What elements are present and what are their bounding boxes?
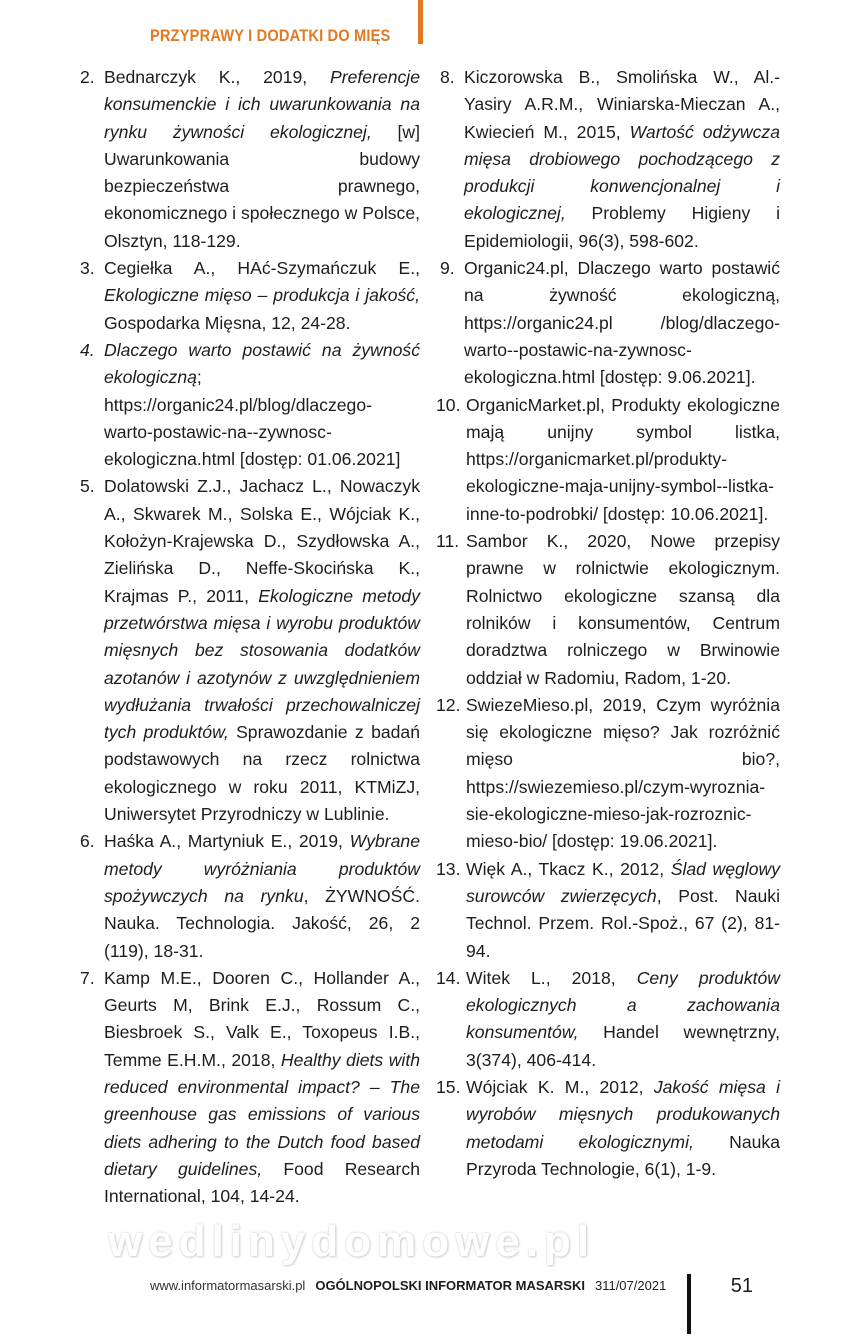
reference-text: Witek L., 2018, [466, 967, 637, 988]
reference-number: 11. [436, 531, 460, 552]
footer-divider [687, 1274, 691, 1334]
reference-text: , ŻYWNOŚĆ. Nauka. Technologia. Jakość, 26, 2 (119), 18-31. [104, 885, 420, 961]
reference-number: 14. [436, 967, 461, 988]
reference-title: Jakość mięsa i wyrobów mięsnych produkowanych metodami ekologicznymi, [466, 1076, 780, 1152]
reference-text: Dolatowski Z.J., Jachacz L., Nowaczyk A., Skwarek M., Solska E., Wójciak K., Kołożyn-Krajewska D., Szydłowska A., Zielińska D., Neffe-Skocińska K., Krajmas P., 2011, [104, 476, 420, 606]
page-number: 51 [730, 1275, 753, 1298]
reference-item [436, 856, 780, 965]
reference-text: Haśka A., Martyniuk E., 2019, [104, 831, 350, 852]
reference-item [436, 528, 780, 692]
reference-title: Ślad węglowy surowców zwierzęcych [466, 858, 780, 906]
reference-text: Organic24.pl, Dlaczego warto postawić na żywność ekologiczną, https://organic24.pl /blog/dlaczego-warto--postawic-na-zywnosc-ekologiczna.html [dostęp: 9.06.2021]. [464, 258, 780, 388]
reference-item [80, 828, 420, 964]
reference-text: Kiczorowska B., Smolińska W., Al.-Yasiry A.R.M., Winiarska-Mieczan A., Kwiecień M., 2015, [464, 67, 780, 142]
reference-item [80, 255, 420, 337]
reference-item [440, 255, 780, 391]
reference-item [436, 692, 780, 856]
reference-item [436, 1074, 780, 1183]
reference-text: , Post. Nauki Technol. Przem. Rol.-Spoż., 67 (2), 81-94. [466, 885, 780, 961]
reference-item [440, 64, 780, 255]
reference-text: Więk A., Tkacz K., 2012, [466, 858, 671, 879]
watermark: wedlinydomowe.pl [108, 1217, 596, 1267]
reference-number: 9. [440, 258, 455, 279]
reference-text: Kamp M.E., Dooren C., Hollander A., Geurts M, Brink E.J., Rossum C., Biesbroek S., Valk E., Toxopeus I.B., Temme E.H.M., 2018, [104, 967, 420, 1070]
footer-issue: 311/07/2021 [594, 1278, 667, 1294]
reference-text: SwiezeMieso.pl, 2019, Czym wyróżnia się ekologiczne mięso? Jak rozróżnić mięso bio?, https://swiezemieso.pl/czym-wyroznia-sie-ekologiczne-mieso-jak-rozroznic-mieso-bio/ [dostęp: 19.06.2021]. [466, 694, 780, 852]
reference-number: 2. [80, 67, 95, 87]
reference-number: 8. [440, 67, 455, 87]
reference-text: Handel wewnętrzny, 3(374), 406-414. [466, 1022, 780, 1070]
footer [0, 1274, 843, 1340]
reference-text: Gospodarka Mięsna, 12, 24-28. [104, 312, 351, 333]
reference-number: 15. [436, 1076, 461, 1097]
footer-url-link[interactable]: www.informatormasarski.pl [150, 1278, 306, 1294]
reference-number: 5. [80, 476, 95, 497]
reference-number: 6. [80, 831, 95, 852]
reference-number: 10. [436, 394, 461, 415]
reference-title: Preferencje konsumenckie i ich uwarunkowania na rynku żywności ekologicznej, [104, 67, 420, 142]
reference-number: 3. [80, 258, 95, 279]
reference-item [436, 392, 780, 528]
reference-title: Wartość odżywcza mięsa drobiowego pochodzącego z produkcji konwencjonalnej i ekologicznej, [464, 121, 780, 224]
reference-item [80, 965, 420, 1211]
footer-texts [150, 1274, 666, 1296]
reference-item [80, 337, 420, 473]
reference-title: Ceny produktów ekologicznych a zachowania konsumentów, [466, 967, 780, 1043]
reference-item [436, 965, 780, 1074]
reference-text: Problemy Higieny i Epidemiologii, 96(3), 598-602. [464, 203, 780, 251]
reference-text: Sprawozdanie z badań podstawowych na rzecz rolnictwa ekologicznego w roku 2011, KTMiZJ, Uniwersytet Przyrodniczy w Lublinie. [104, 722, 420, 825]
reference-text: Sambor K., 2020, Nowe przepisy prawne w rolnictwie ekologicznym. Rolnictwo ekologiczne szansą dla rolników i konsumentów, Centrum doradztwa rolniczego w Brwinowie oddział w Radomiu, Radom, 1-20. [466, 531, 780, 688]
reference-title: Healthy diets with reduced environmental impact? – The greenhouse gas emissions of various diets adhering to the Dutch food based dietary guidelines, [104, 1049, 420, 1179]
reference-text: Nauka Przyroda Technologie, 6(1), 1-9. [466, 1131, 780, 1179]
reference-number: 13. [436, 858, 461, 879]
reference-title: Dlaczego warto postawić na żywność ekologiczną [104, 339, 420, 388]
references-column-right [436, 64, 780, 1210]
references-column-left [80, 64, 420, 1210]
reference-text: Food Research International, 104, 14-24. [104, 1158, 420, 1207]
reference-number: 12. [436, 694, 461, 715]
reference-text: OrganicMarket.pl, Produkty ekologiczne mają unijny symbol listka, https://organicmarket.pl/produkty-ekologiczne-maja-unijny-symbol--listka-inne-to-podrobki/ [dostęp: 10.06.2021]. [466, 394, 780, 524]
reference-text: Wójciak K. M., 2012, [466, 1076, 654, 1097]
reference-title: Wybrane metody wyróżniania produktów spożywczych na rynku [104, 831, 420, 906]
reference-text: ; https://organic24.pl/blog/dlaczego-warto-postawic-na--zywnosc-ekologiczna.html [dostęp: 01.06.2021] [104, 367, 401, 470]
reference-title: Ekologiczne metody przetwórstwa mięsa i wyrobu produktów mięsnych bez stosowania dodatków azotanów i azotynów z uwzględnieniem wydłużania trwałości przechowalniczej tych produktów, [104, 585, 421, 743]
reference-item [80, 64, 420, 255]
reference-number: 7. [80, 967, 95, 988]
reference-text: Cegiełka A., HAć-Szymańczuk E., [104, 258, 420, 279]
reference-text: Bednarczyk K., 2019, [104, 67, 331, 87]
references-columns [0, 64, 843, 1210]
footer-publication: OGÓLNOPOLSKI INFORMATOR MASARSKI [315, 1278, 585, 1294]
section-title: PRZYPRAWY I DODATKI DO MIĘS [150, 26, 391, 45]
reference-item [80, 473, 420, 828]
reference-number: 4. [80, 339, 95, 360]
reference-text: [w] Uwarunkowania budowy bezpieczeństwa prawnego, ekonomicznego i społecznego w Polsce, Olsztyn, 118-129. [104, 121, 421, 251]
reference-title: Ekologiczne mięso – produkcja i jakość, [104, 285, 420, 306]
